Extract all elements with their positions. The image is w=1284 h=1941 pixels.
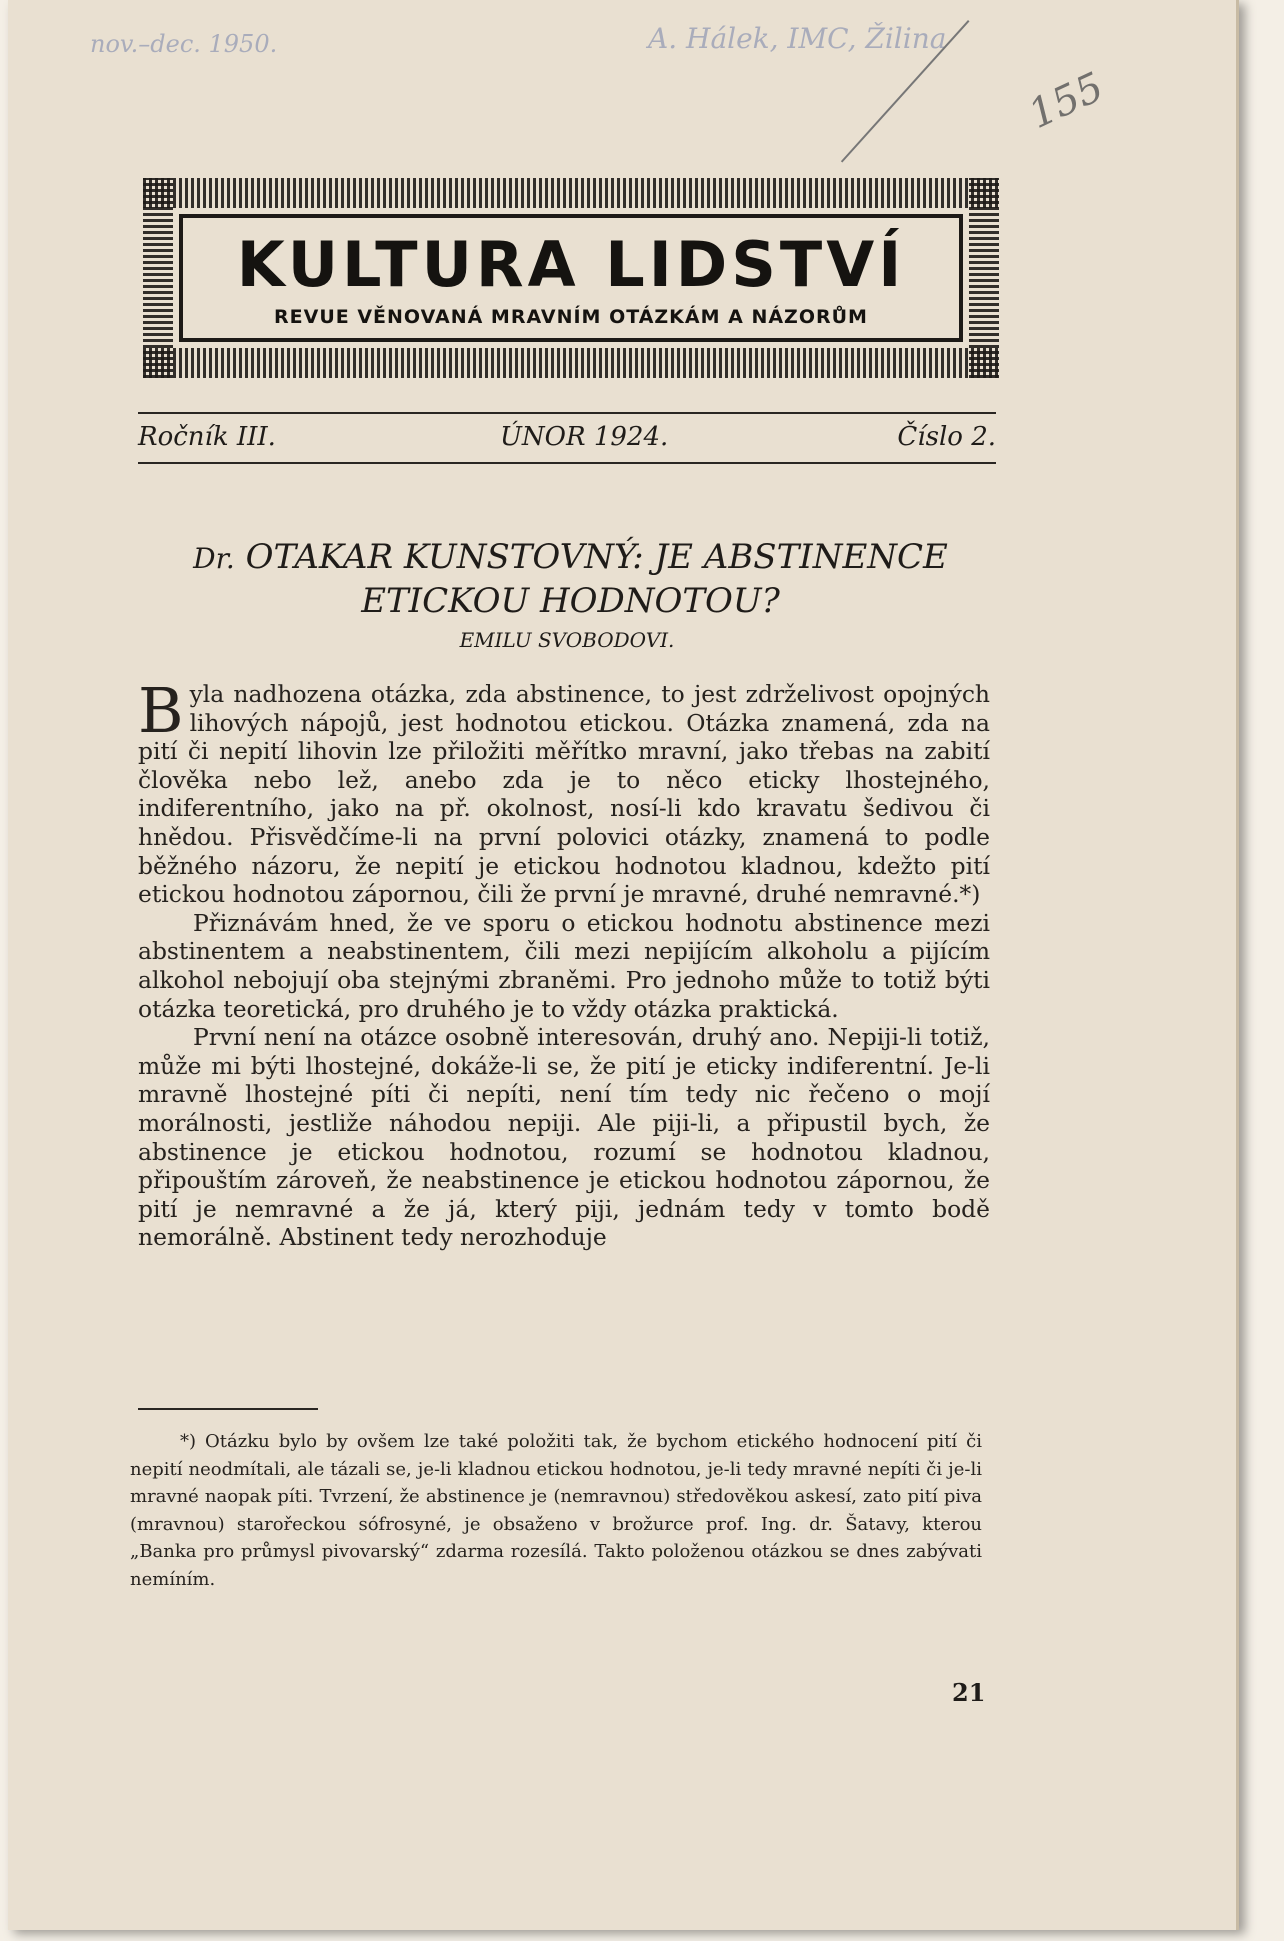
masthead-box <box>179 214 963 342</box>
masthead-ornament-right <box>969 178 999 378</box>
drop-cap: B <box>138 674 184 747</box>
issue-volume: Ročník III. <box>138 422 276 452</box>
handwritten-owner-note: A. Hálek, IMC, Žilina <box>648 22 947 55</box>
masthead-ornament-bottom <box>143 348 999 378</box>
footnote-rule <box>138 1408 318 1410</box>
article-title <box>138 536 1003 622</box>
masthead-ornament-top <box>143 178 999 208</box>
paragraph-2: Přiznávám hned, že ve sporu o etickou hodnotu abstinence mezi abstinentem a neabstinentem, čili mezi nepijícím alkoholu a pijícím alkohol nebojují oba stejnými zbraněmi. Pro jednoho může to totiž býti otázka teoretická, pro druhého je to vždy otázka praktická. <box>138 908 990 1023</box>
author-prefix: Dr. <box>193 542 235 575</box>
issue-date: ÚNOR 1924. <box>500 422 669 452</box>
article-title-line2: ETICKOU HODNOTOU? <box>361 581 780 621</box>
scanned-page <box>8 0 1239 1930</box>
issue-rule-bottom <box>138 462 996 464</box>
masthead-ornament-left <box>143 178 173 378</box>
masthead <box>143 178 999 378</box>
article-body <box>138 674 990 1252</box>
paragraph-3: První není na otázce osobně interesován, druhý ano. Nepiji-li totiž, může mi býti lhostejné, dokáže-li se, že pití je eticky indiferentní. Je-li mravně lhostejné píti či nepíti, není tím tedy nic řečeno o mojí morálnosti, jestliže náhodou nepiji. Ale piji-li, a připustil bych, že abstinence je etickou hodnotou, rozumí se hodnotou kladnou, připouštím zároveň, že neabstinence je etickou hodnotou zápornou, že pití je nemravné a že já, který piji, jednám tedy v tomto bodě nemorálně. Abstinent tedy nerozhoduje <box>138 1023 990 1252</box>
journal-subtitle: REVUE VĚNOVANÁ MRAVNÍM OTÁZKÁM A NÁZORŮM <box>274 306 868 328</box>
article-dedication: EMILU SVOBODOVI. <box>459 628 675 652</box>
paragraph-1-text: yla nadhozena otázka, zda abstinence, to jest zdrželivost opojných lihových nápojů, jest hodnotou etickou. Otázka znamená, zda na pití či nepití lihovin lze přiložiti měřítko mravní, jako třebas na zabití člověka nebo lež, anebo zda je to něco eticky lhostejného, indiferentního, jako na př. okolnost, nosí-li kdo kravatu šedivou či hnědou. Přisvědčíme-li na první polovici otázky, znamená to podle běžného názoru, že nepití je etickou hodnotou kladnou, kdežto pití etickou hodnotou zápornou, čili že první je mravné, druhé nemravné.*) <box>138 680 990 909</box>
handwritten-date-note: nov.–dec. 1950. <box>90 30 278 58</box>
issue-rule-top <box>138 412 996 414</box>
paragraph-1 <box>138 674 990 909</box>
journal-title: KULTURA LIDSTVÍ <box>236 228 906 301</box>
footnote: *) Otázku bylo by ovšem lze také položiti tak, že bychom etického hodnocení pití či nepití neodmítali, ale tázali se, je-li kladnou etickou hodnotou, je-li tedy mravné nepíti či je-li mravné naopak píti. Tvrzení, že abstinence je (nemravnou) středověkou askesí, zato pití piva (mravnou) starořeckou sófrosyné, je obsaženo v brožurce prof. Ing. dr. Šatavy, kterou „Banka pro průmysl pivovarský“ zdarma rozesílá. Takto položenou otázkou se dnes zabývati nemíním. <box>130 1431 982 1590</box>
issue-number: Číslo 2. <box>897 422 996 452</box>
handwritten-number-note: 155 <box>1021 64 1111 138</box>
page-number: 21 <box>952 1678 986 1707</box>
issue-line <box>138 422 996 458</box>
article-title-line1: OTAKAR KUNSTOVNÝ: JE ABSTINENCE <box>245 537 948 577</box>
